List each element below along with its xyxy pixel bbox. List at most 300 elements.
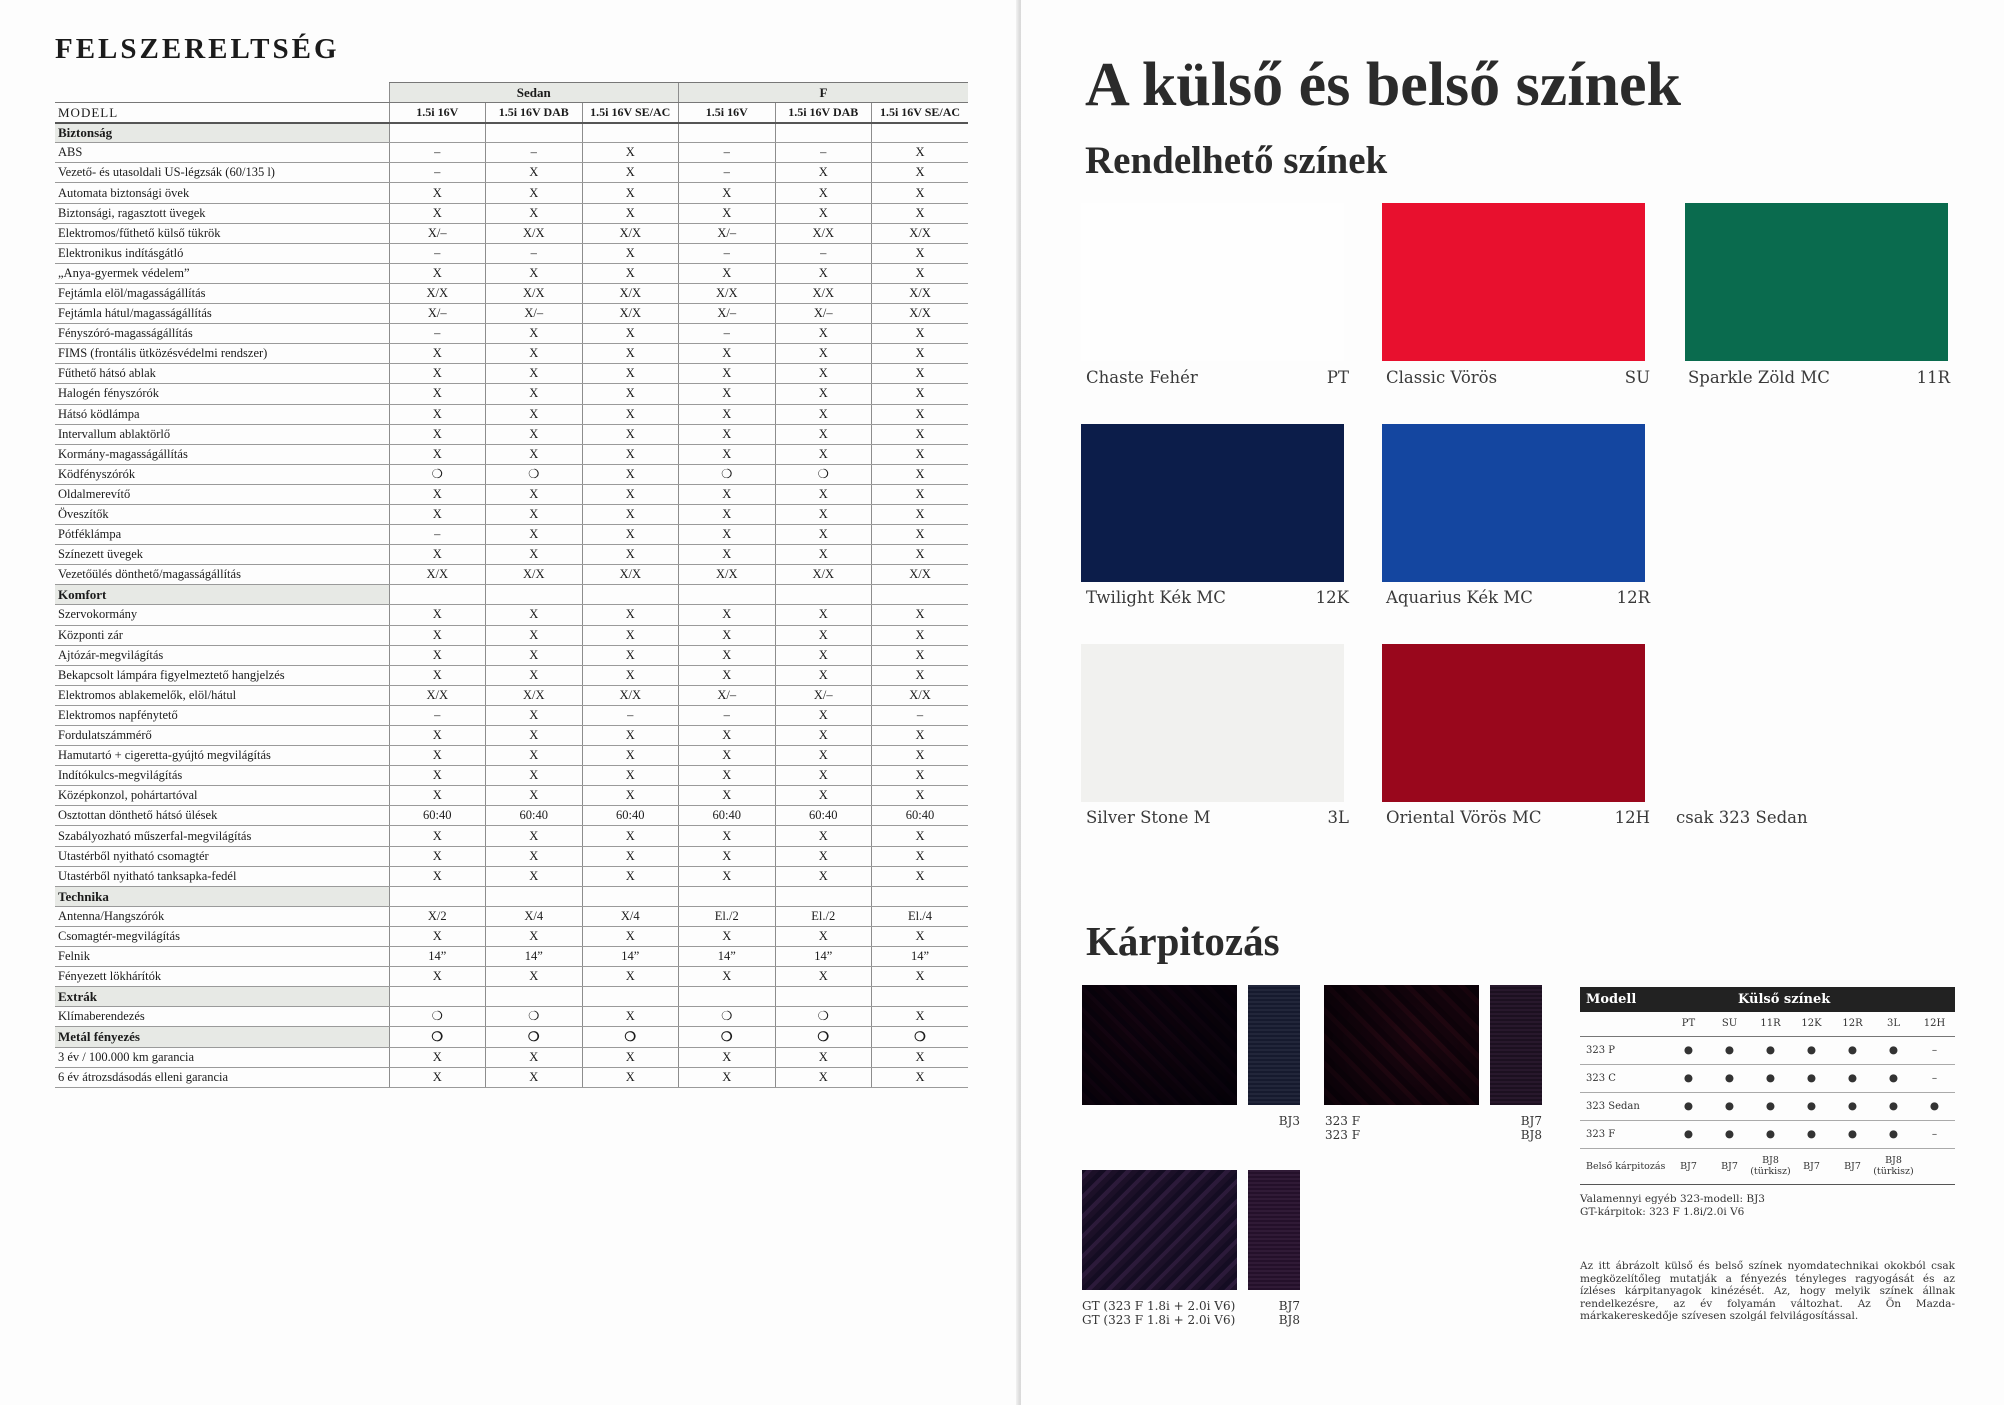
feature-value: X	[486, 404, 583, 424]
feature-value: X	[389, 866, 486, 886]
feature-value: X	[486, 605, 583, 625]
fabric-caption: 323 F	[1325, 1114, 1361, 1128]
feature-value	[582, 886, 679, 906]
feature-value: X	[872, 545, 969, 565]
feature-value	[872, 987, 969, 1007]
availability-cell: ●	[1709, 1092, 1750, 1120]
feature-value: X	[679, 203, 776, 223]
swatch-name: Chaste Fehér	[1086, 368, 1198, 387]
feature-value: 60:40	[486, 806, 583, 826]
feature-value: X	[872, 163, 969, 183]
feature-value: X	[679, 504, 776, 524]
feature-label: Fejtámla elöl/magasságállítás	[55, 283, 389, 303]
availability-cell: ●	[1791, 1120, 1832, 1148]
availability-cell: ●	[1873, 1120, 1914, 1148]
fabric-caption: GT (323 F 1.8i + 2.0i V6)	[1082, 1313, 1236, 1327]
feature-value: X	[389, 424, 486, 444]
feature-value: X/X	[872, 283, 969, 303]
feature-value: X	[582, 866, 679, 886]
availability-cell: ●	[1832, 1092, 1873, 1120]
feature-value: X	[486, 967, 583, 987]
feature-value: X	[775, 504, 872, 524]
feature-value: X	[389, 645, 486, 665]
swatch-code: 12K	[1315, 588, 1349, 607]
feature-value	[872, 585, 969, 605]
feature-value: X	[872, 786, 969, 806]
feature-value: X/–	[679, 304, 776, 324]
availability-cell: ●	[1668, 1036, 1709, 1064]
table-row	[55, 625, 968, 645]
feature-value: X	[872, 364, 969, 384]
feature-value: X	[679, 766, 776, 786]
feature-value: 14”	[872, 947, 969, 967]
feature-value: X/4	[582, 906, 679, 926]
table-row	[55, 786, 968, 806]
feature-value: X	[582, 183, 679, 203]
feature-value: El./4	[872, 906, 969, 926]
feature-value: X	[389, 545, 486, 565]
feature-value: X	[872, 263, 969, 283]
feature-value: X	[486, 525, 583, 545]
table-row	[55, 504, 968, 524]
table-row	[55, 1007, 968, 1027]
feature-value: –	[679, 243, 776, 263]
category-label: Extrák	[55, 987, 389, 1007]
interior-code: BJ8 (türkisz)	[1873, 1148, 1914, 1184]
feature-value: 14”	[679, 947, 776, 967]
feature-value: X	[582, 786, 679, 806]
color-availability-table	[1580, 987, 1955, 1185]
column-header: 1.5i 16V SE/AC	[872, 103, 969, 123]
feature-value: X	[872, 726, 969, 746]
feature-value: 60:40	[775, 806, 872, 826]
feature-value: 60:40	[872, 806, 969, 826]
feature-value: X	[775, 384, 872, 404]
feature-value: X	[679, 645, 776, 665]
fabric-code: BJ8	[1278, 1313, 1300, 1327]
feature-label: Kormány-magasságállítás	[55, 444, 389, 464]
table-row	[55, 545, 968, 565]
feature-value	[679, 585, 776, 605]
group-header-f: F	[679, 83, 969, 103]
feature-value: X	[679, 605, 776, 625]
feature-value: X	[486, 1067, 583, 1087]
feature-value: X	[389, 444, 486, 464]
feature-value: –	[872, 705, 969, 725]
feature-value: X	[389, 384, 486, 404]
feature-value: X	[389, 263, 486, 283]
feature-value: X	[775, 766, 872, 786]
category-label: Komfort	[55, 585, 389, 605]
feature-value: X	[775, 967, 872, 987]
group-header-blank	[55, 83, 389, 103]
feature-value: X	[872, 967, 969, 987]
feature-value: X	[389, 746, 486, 766]
feature-value: –	[389, 705, 486, 725]
feature-value: X	[389, 484, 486, 504]
interior-code: BJ7	[1791, 1148, 1832, 1184]
category-row	[55, 585, 968, 605]
interior-row	[1580, 1148, 1955, 1184]
feature-value	[582, 123, 679, 143]
availability-cell: ●	[1709, 1120, 1750, 1148]
feature-value: X	[679, 344, 776, 364]
feature-value: X	[775, 705, 872, 725]
availability-cell: ●	[1791, 1092, 1832, 1120]
availability-cell: ●	[1832, 1036, 1873, 1064]
feature-value: X	[775, 866, 872, 886]
feature-value: –	[389, 143, 486, 163]
feature-value: X/–	[389, 304, 486, 324]
category-label: Biztonság	[55, 123, 389, 143]
feature-value: X	[486, 424, 583, 444]
availability-cell: ●	[1873, 1036, 1914, 1064]
swatch-name: Classic Vörös	[1386, 368, 1498, 387]
table-row	[55, 404, 968, 424]
equipment-table	[55, 82, 968, 1088]
model-label: 323 Sedan	[1580, 1092, 1668, 1120]
feature-label: Utastérből nyitható tanksapka-fedél	[55, 866, 389, 886]
feature-value	[486, 123, 583, 143]
feature-value: X	[486, 263, 583, 283]
feature-label: Oldalmerevítő	[55, 484, 389, 504]
note-line: GT-kárpitok: 323 F 1.8i/2.0i V6	[1580, 1206, 1745, 1218]
feature-label: Utastérből nyitható csomagtér	[55, 846, 389, 866]
feature-value: X	[582, 846, 679, 866]
feature-value: –	[679, 324, 776, 344]
feature-value: ❍	[486, 1027, 583, 1047]
feature-value	[582, 987, 679, 1007]
feature-value: ❍	[775, 1027, 872, 1047]
feature-label: „Anya-gyermek védelem”	[55, 263, 389, 283]
table-row	[55, 283, 968, 303]
feature-value: X	[872, 203, 969, 223]
color-code-row	[1580, 1012, 1955, 1036]
feature-value: X	[872, 926, 969, 946]
table-row	[55, 685, 968, 705]
feature-value: X	[775, 605, 872, 625]
feature-value: X	[872, 866, 969, 886]
feature-label: Középkonzol, pohártartóval	[55, 786, 389, 806]
feature-value: X	[389, 766, 486, 786]
feature-value: X/–	[389, 223, 486, 243]
feature-label: Hátsó ködlámpa	[55, 404, 389, 424]
feature-value: X	[486, 625, 583, 645]
fabric-sample-f-small	[1490, 985, 1542, 1105]
feature-value: X	[582, 344, 679, 364]
feature-value	[775, 987, 872, 1007]
equipment-table-body	[55, 123, 968, 1088]
feature-value: X	[775, 484, 872, 504]
fabric-code: BJ7	[1520, 1114, 1542, 1128]
feature-value: X	[389, 665, 486, 685]
category-label: Technika	[55, 886, 389, 906]
table-row	[55, 384, 968, 404]
feature-value: X	[582, 826, 679, 846]
feature-value: X	[486, 826, 583, 846]
feature-value: X/X	[582, 223, 679, 243]
feature-value: –	[389, 243, 486, 263]
feature-value: X	[775, 746, 872, 766]
availability-cell: ●	[1750, 1092, 1791, 1120]
feature-value: X/X	[872, 304, 969, 324]
feature-value: X	[582, 384, 679, 404]
feature-label: Indítókulcs-megvilágítás	[55, 766, 389, 786]
feature-value: 14”	[486, 947, 583, 967]
feature-value: X	[389, 364, 486, 384]
table-row	[55, 243, 968, 263]
feature-value: X	[872, 665, 969, 685]
category-row	[55, 987, 968, 1007]
model-label: 323 P	[1580, 1036, 1668, 1064]
feature-value: X	[389, 1067, 486, 1087]
feature-label: 6 év átrozsdásodás elleni garancia	[55, 1067, 389, 1087]
feature-value: X	[872, 766, 969, 786]
feature-value: X/–	[679, 685, 776, 705]
color-code: 12H	[1914, 1012, 1955, 1036]
feature-value: X	[486, 766, 583, 786]
feature-value: X	[679, 665, 776, 685]
feature-value: X	[582, 766, 679, 786]
feature-value: X/X	[679, 565, 776, 585]
feature-value: X	[679, 484, 776, 504]
feature-label: Szervokormány	[55, 605, 389, 625]
feature-value: X	[486, 324, 583, 344]
feature-value: X/X	[486, 283, 583, 303]
table-row	[55, 746, 968, 766]
table-row	[55, 926, 968, 946]
feature-label: Ködfényszórók	[55, 464, 389, 484]
table-row	[55, 484, 968, 504]
fabric-sample-bj3-large	[1082, 985, 1237, 1105]
color-swatch	[1685, 203, 1948, 361]
feature-label: ABS	[55, 143, 389, 163]
feature-value: –	[486, 243, 583, 263]
orderable-colors-title: Rendelhető színek	[1085, 139, 1388, 182]
feature-value	[582, 585, 679, 605]
feature-label: Csomagtér-megvilágítás	[55, 926, 389, 946]
feature-value: X	[582, 444, 679, 464]
feature-value	[872, 886, 969, 906]
fabric-sample-f-large	[1324, 985, 1479, 1105]
feature-value: X	[486, 344, 583, 364]
feature-value: 14”	[775, 947, 872, 967]
feature-value: X/X	[389, 283, 486, 303]
color-swatch	[1382, 424, 1645, 582]
group-header-sedan: Sedan	[389, 83, 679, 103]
feature-value: X	[775, 163, 872, 183]
availability-cell: ●	[1791, 1036, 1832, 1064]
feature-value: 60:40	[582, 806, 679, 826]
feature-value: –	[679, 705, 776, 725]
interior-code: BJ7	[1709, 1148, 1750, 1184]
feature-value: X	[775, 404, 872, 424]
table-row	[55, 726, 968, 746]
feature-value: X	[582, 645, 679, 665]
feature-value: X	[775, 364, 872, 384]
availability-cell: ●	[1873, 1092, 1914, 1120]
availability-cell: ●	[1668, 1120, 1709, 1148]
availability-cell: ●	[1750, 1036, 1791, 1064]
feature-value	[486, 585, 583, 605]
color-code: SU	[1709, 1012, 1750, 1036]
feature-value: X	[582, 484, 679, 504]
feature-value: X	[486, 545, 583, 565]
feature-value: X	[389, 404, 486, 424]
availability-cell: ●	[1709, 1064, 1750, 1092]
feature-value: 14”	[582, 947, 679, 967]
colors-title: A külső és belső színek	[1085, 51, 1682, 119]
feature-value: X	[486, 846, 583, 866]
feature-value: X	[486, 484, 583, 504]
availability-cell: –	[1914, 1120, 1955, 1148]
feature-label: Ajtózár-megvilágítás	[55, 645, 389, 665]
table-row	[55, 163, 968, 183]
feature-value: X	[679, 545, 776, 565]
availability-cell: ●	[1668, 1064, 1709, 1092]
table-row	[55, 304, 968, 324]
feature-value: X	[872, 143, 969, 163]
feature-value: X/4	[486, 906, 583, 926]
feature-value: X	[872, 525, 969, 545]
swatch-code: 3L	[1327, 808, 1349, 827]
feature-value: X	[582, 404, 679, 424]
feature-value: ❍	[486, 464, 583, 484]
swatch-code: 12H	[1614, 808, 1650, 827]
feature-value: X	[775, 183, 872, 203]
feature-value: X	[389, 786, 486, 806]
table-row	[55, 605, 968, 625]
feature-value: X/–	[679, 223, 776, 243]
table-row	[55, 947, 968, 967]
table-row	[55, 143, 968, 163]
feature-value: X/X	[582, 283, 679, 303]
feature-value: X	[872, 444, 969, 464]
feature-value: X	[872, 504, 969, 524]
feature-value: X	[486, 665, 583, 685]
feature-value: X/X	[872, 685, 969, 705]
feature-value: X	[679, 364, 776, 384]
feature-value: X/X	[486, 565, 583, 585]
feature-value: X	[872, 344, 969, 364]
table-row	[55, 183, 968, 203]
model-label: 323 C	[1580, 1064, 1668, 1092]
feature-value: X	[582, 1067, 679, 1087]
feature-value: X/X	[582, 685, 679, 705]
feature-label: Fűthető hátsó ablak	[55, 364, 389, 384]
feature-value: X	[486, 364, 583, 384]
interior-code: BJ8 (türkisz)	[1750, 1148, 1791, 1184]
feature-value: X/X	[775, 283, 872, 303]
feature-value: X	[872, 846, 969, 866]
feature-value: –	[486, 143, 583, 163]
feature-label: Hamutartó + cigeretta-gyújtó megvilágítás	[55, 746, 389, 766]
swatch-code: 11R	[1916, 368, 1950, 387]
availability-cell: ●	[1832, 1064, 1873, 1092]
feature-value	[679, 987, 776, 1007]
feature-value: X	[872, 183, 969, 203]
feature-value: X	[679, 866, 776, 886]
feature-label: Felnik	[55, 947, 389, 967]
feature-value: X	[389, 504, 486, 524]
feature-value: X	[486, 926, 583, 946]
feature-value: X	[486, 726, 583, 746]
category-row	[55, 123, 968, 143]
feature-label: Fordulatszámmérő	[55, 726, 389, 746]
color-code: 3L	[1873, 1012, 1914, 1036]
feature-value: X	[582, 263, 679, 283]
color-swatch	[1081, 424, 1344, 582]
feature-value: X	[679, 726, 776, 746]
table-row	[55, 665, 968, 685]
feature-value: X	[486, 645, 583, 665]
feature-value: X	[679, 424, 776, 444]
feature-value: X	[582, 605, 679, 625]
feature-value: X	[679, 625, 776, 645]
feature-value: X	[679, 525, 776, 545]
availability-cell: ●	[1832, 1120, 1873, 1148]
feature-value: X	[582, 143, 679, 163]
feature-value: –	[389, 324, 486, 344]
table-row	[55, 263, 968, 283]
feature-value: X/–	[775, 304, 872, 324]
feature-value: X	[775, 645, 872, 665]
table-row	[55, 525, 968, 545]
feature-value: 60:40	[679, 806, 776, 826]
feature-value: X	[582, 243, 679, 263]
feature-value: X	[679, 404, 776, 424]
feature-value	[486, 886, 583, 906]
feature-value: X/–	[486, 304, 583, 324]
feature-value: X	[872, 404, 969, 424]
feature-label: Klímaberendezés	[55, 1007, 389, 1027]
feature-value: X	[582, 1047, 679, 1067]
category-row	[55, 886, 968, 906]
swatch-code: PT	[1326, 368, 1349, 387]
feature-value: X	[389, 967, 486, 987]
table-row	[1580, 1092, 1955, 1120]
feature-value: El./2	[679, 906, 776, 926]
feature-value: X/X	[389, 565, 486, 585]
feature-label: Osztottan dönthető hátsó ülések	[55, 806, 389, 826]
group-header-row	[55, 83, 968, 103]
feature-value: ❍	[775, 1007, 872, 1027]
feature-value: X	[679, 826, 776, 846]
feature-value: X	[872, 826, 969, 846]
feature-value: X/X	[775, 223, 872, 243]
feature-value: X	[582, 967, 679, 987]
feature-value: X	[389, 1047, 486, 1067]
equipment-title: FELSZERELTSÉG	[55, 33, 340, 65]
interior-label: Belső kárpitozás	[1580, 1148, 1668, 1184]
color-code: 12R	[1832, 1012, 1873, 1036]
feature-value: X	[389, 344, 486, 364]
feature-value: X	[389, 203, 486, 223]
feature-value: X/X	[389, 685, 486, 705]
feature-label: Elektromos/fűthető külső tükrök	[55, 223, 389, 243]
table-row	[55, 645, 968, 665]
feature-value	[486, 987, 583, 1007]
feature-value: X	[775, 826, 872, 846]
feature-value: ❍	[872, 1027, 969, 1047]
availability-cell: ●	[1668, 1092, 1709, 1120]
feature-value: X	[872, 424, 969, 444]
feature-label: Elektromos napfénytető	[55, 705, 389, 725]
feature-value: X	[872, 324, 969, 344]
feature-value: X/X	[486, 685, 583, 705]
color-code: 12K	[1791, 1012, 1832, 1036]
color-code: 11R	[1750, 1012, 1791, 1036]
